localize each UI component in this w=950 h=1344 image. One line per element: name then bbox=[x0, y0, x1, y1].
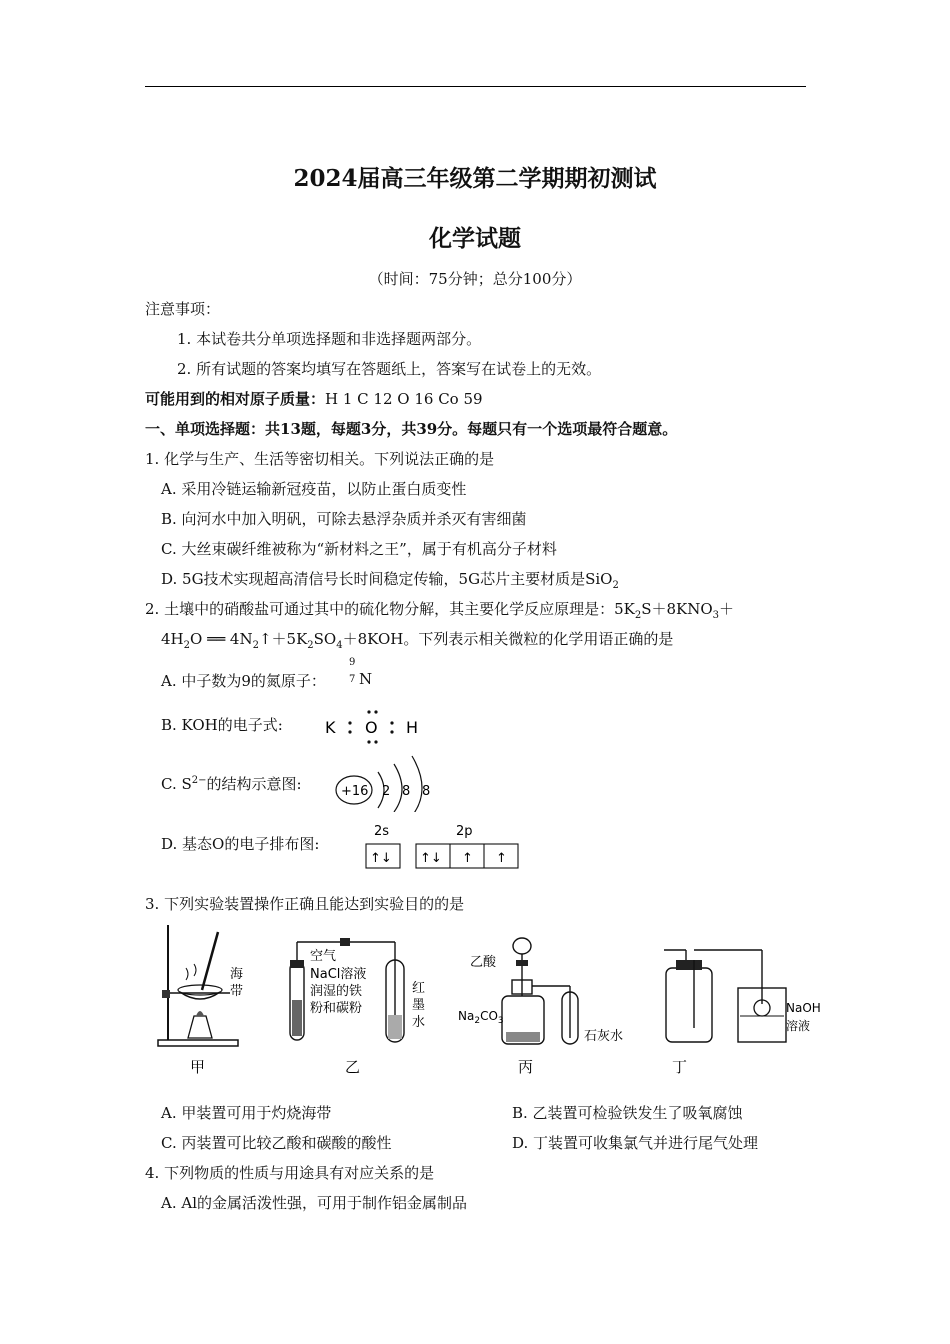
apparatus-yi bbox=[290, 938, 425, 1076]
q3-option-c: C. 丙装置可比较乙酸和碳酸的酸性 bbox=[161, 1134, 392, 1152]
q3-option-b: B. 乙装置可检验铁发生了吸氧腐蚀 bbox=[512, 1104, 743, 1122]
label-yisuan: 乙酸 bbox=[470, 955, 497, 970]
q2-option-a: A. 中子数为9的氮原子： bbox=[161, 672, 326, 690]
h-symbol: H bbox=[406, 718, 419, 737]
nucleus-charge: +16 bbox=[341, 784, 369, 799]
label-na2co3: $Na_2CO_3$ bbox=[458, 1009, 504, 1026]
label-hong-3: 水 bbox=[412, 1015, 426, 1030]
label-kongqi: 空气 bbox=[310, 949, 337, 964]
shell-1: 2 bbox=[382, 784, 391, 799]
atomic-mass-values: H 1 C 12 O 16 Co 59 bbox=[325, 390, 483, 408]
apparatus-bing bbox=[458, 938, 623, 1076]
q1-option-b: B. 向河水中加入明矾，可除去悬浮杂质并杀灭有害细菌 bbox=[161, 510, 527, 528]
k-symbol: K bbox=[325, 718, 336, 737]
q2-option-b: B. KOH的电子式: bbox=[161, 716, 283, 734]
svg-text:↑: ↑ bbox=[496, 851, 507, 866]
label-bing: 丙 bbox=[518, 1058, 534, 1076]
label-yi: 乙 bbox=[345, 1058, 361, 1076]
svg-text:↑↓: ↑↓ bbox=[420, 851, 442, 866]
q1-option-a: A. 采用冷链运输新冠疫苗，以防止蛋白质变性 bbox=[161, 480, 467, 498]
atomic-mass bbox=[145, 388, 483, 409]
apparatus-ding bbox=[664, 950, 821, 1076]
koh-electron-formula bbox=[320, 706, 430, 746]
label-2s: 2s bbox=[374, 824, 390, 839]
section-heading: 一、单项选择题：共13题，每题3分，共39分。每题只有一个选项最符合题意。 bbox=[145, 420, 678, 438]
nuclide-mass: 9 bbox=[349, 657, 356, 668]
q2-stem-line1: 2. 土壤中的硝酸盐可通过其中的硫化物分解，其主要化学反应原理是：$5K_2S+8KNO_3+$ bbox=[145, 600, 735, 621]
q3-option-d: D. 丁装置可收集氯气并进行尾气处理 bbox=[512, 1134, 759, 1152]
q1-option-d: D. 5G技术实现超高清信号长时间稳定传输，5G芯片主要材质是SiO$_2$ bbox=[161, 570, 619, 591]
label-naoh-1: NaOH bbox=[786, 1001, 821, 1015]
q3-option-a: A. 甲装置可用于灼烧海带 bbox=[161, 1104, 332, 1122]
svg-text:↑: ↑ bbox=[462, 851, 473, 866]
label-haidai-1: 海 bbox=[230, 967, 244, 982]
sulfide-structure-diagram bbox=[332, 752, 442, 812]
q4-option-a: A. Al的金属活泼性强，可用于制作铝金属制品 bbox=[161, 1194, 468, 1212]
label-2p: 2p bbox=[456, 824, 473, 839]
notes-heading: 注意事项： bbox=[145, 300, 221, 318]
q2-option-d: D. 基态O的电子排布图: bbox=[161, 835, 320, 853]
svg-text:↑↓: ↑↓ bbox=[370, 851, 392, 866]
nuclide-symbol: N bbox=[359, 670, 373, 688]
label-jia: 甲 bbox=[190, 1058, 206, 1076]
q3-apparatus-figure bbox=[150, 920, 840, 1080]
nuclide-number: 7 bbox=[349, 674, 356, 685]
orbital-diagram bbox=[360, 820, 525, 872]
q3-stem: 3. 下列实验装置操作正确且能达到实验目的的是 bbox=[145, 895, 465, 913]
exam-title: 2024届高三年级第二学期期初测试 bbox=[293, 165, 657, 192]
note-item: 1. 本试卷共分单项选择题和非选择题两部分。 bbox=[177, 330, 482, 348]
label-naoh-2: 溶液 bbox=[786, 1019, 811, 1033]
o-symbol: O bbox=[365, 718, 378, 737]
label-nacl-2: 润湿的铁 bbox=[310, 984, 363, 999]
label-ding: 丁 bbox=[672, 1058, 688, 1076]
q2-option-c: C. $S^{2-}$的结构示意图: bbox=[161, 775, 302, 793]
label-haidai-2: 带 bbox=[230, 984, 244, 999]
q1-option-c: C. 大丝束碳纤维被称为“新材料之王”，属于有机高分子材料 bbox=[161, 540, 557, 558]
label-hong-2: 墨 bbox=[412, 998, 426, 1013]
shell-3: 8 bbox=[422, 784, 431, 799]
label-nacl-1: NaCl溶液 bbox=[310, 967, 367, 982]
q2-stem-line2: $4H_2O$ ══ $4N_2↑+5K_2SO_4+8KOH$。下列表示相关微粒的化学用语正确的是 bbox=[161, 630, 674, 651]
subject-title: 化学试题 bbox=[429, 225, 521, 252]
time-info: （时间：75分钟；总分100分） bbox=[368, 270, 582, 288]
q4-stem: 4. 下列物质的性质与用途具有对应关系的是 bbox=[145, 1164, 435, 1182]
label-hong-1: 红 bbox=[412, 981, 426, 996]
header-rule bbox=[145, 86, 806, 87]
atomic-mass-label: 可能用到的相对原子质量： bbox=[145, 390, 326, 408]
shell-2: 8 bbox=[402, 784, 411, 799]
apparatus-jia bbox=[158, 925, 243, 1076]
q1-stem: 1. 化学与生产、生活等密切相关。下列说法正确的是 bbox=[145, 450, 495, 468]
note-item: 2. 所有试题的答案均填写在答题纸上，答案写在试卷上的无效。 bbox=[177, 360, 602, 378]
label-shihui: 石灰水 bbox=[584, 1029, 624, 1044]
label-nacl-3: 粉和碳粉 bbox=[310, 1001, 363, 1016]
